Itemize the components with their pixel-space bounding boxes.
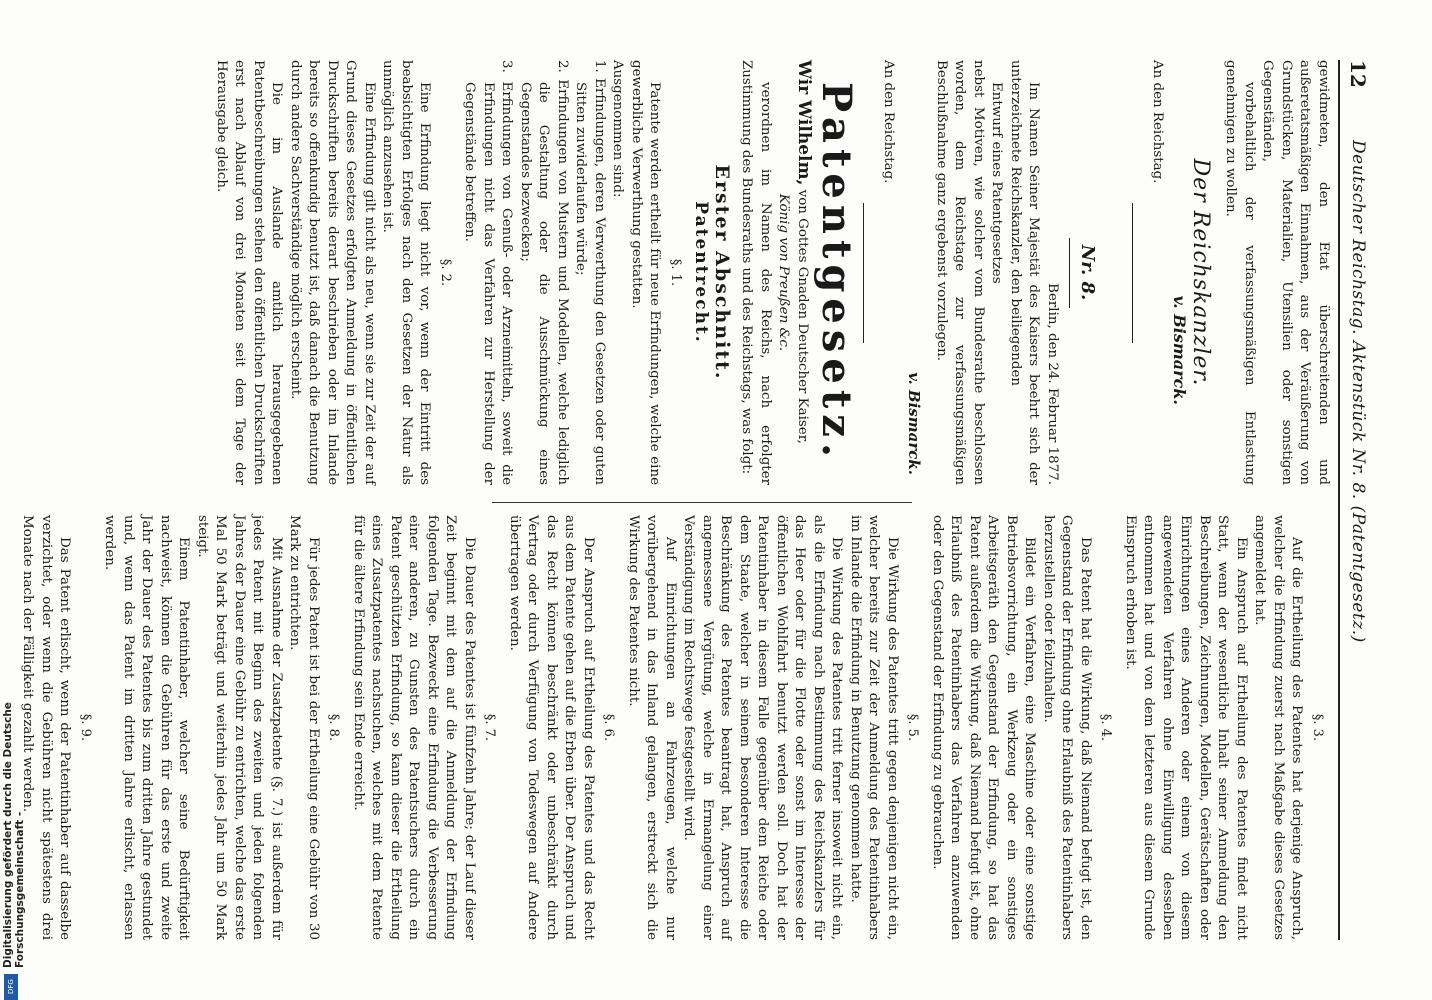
left-column <box>212 60 1333 485</box>
divider-rule <box>1069 238 1070 308</box>
paragraph: Entwurf eines Patentgesetzes <box>989 82 1005 284</box>
addressee: An den Reichstag. <box>1150 60 1165 184</box>
paragraph-number: §. 4. <box>1098 713 1114 742</box>
paragraph-number: §. 1. <box>668 258 683 287</box>
column-divider <box>492 502 912 503</box>
addressee: An den Reichstag. <box>881 60 896 184</box>
paragraph: Für jedes Patent ist bei der Ertheilung eine Gebühr von 30 Mark zu entrichten. <box>287 515 321 940</box>
document-number: Nr. 8. <box>1077 244 1099 301</box>
page-header <box>1338 60 1372 940</box>
section-heading: Erster Abschnitt. <box>711 164 733 381</box>
paragraph: Eine Erfindung gilt nicht als neu, wenn sie zur Zeit der auf Grund dieses Gesetzes erfolgten Anmeldung in öffentlichen Druckschriften bereits derart beschrieben oder im Inlande bereits so offenkundig benutzt ist, daß danach die Benutzung durch andere Sachverständige möglich erscheint. <box>288 60 377 485</box>
page-number: 12 <box>1346 60 1370 88</box>
credit-text: Digitalisierung gefördert durch die Deutsche Forschungsgemeinschaft - <box>2 702 26 968</box>
paragraph: Die Wirkung des Patentes tritt gegen denjenigen nicht ein, welcher bereits zur Zeit der Anmeldung des Patentinhabers im Inlande die Erfindung in Benutzung genommen hatte. <box>848 515 900 940</box>
right-column <box>18 515 1332 940</box>
signature-name: v. Bismarck. <box>1170 295 1190 405</box>
paragraph: verordnen im Namen des Reichs, nach erfolgter Zustimmung des Bundesraths und des Reichstags, was folgt: <box>739 60 773 485</box>
paragraph: Das Patent hat die Wirkung, daß Niemand befugt ist, den Gegenstand der Erfindung ohne Erlaubniß des Patentinhabers herzustellen oder feilzuhalten. <box>1041 515 1093 940</box>
paragraph: Der Anspruch auf Ertheilung des Patentes und das Recht aus dem Patente gehen auf die Erben über. Der Anspruch und das Recht können beschränkt oder unbeschränkt durch Vertrag oder durch Verfügung von Todeswegen auf Andere übertragen werden. <box>507 515 596 940</box>
paragraph: Bildet ein Verfahren, eine Maschine oder eine sonstige Betriebsvorrichtung, ein Werkzeug oder ein sonstiges Arbeitsgeräth den Gegenstand der Erfindung, so hat das Patent außerdem die Wirkung, daß Niemand befugt ist, ohne Erlaubniß des Patentinhabers das Verfahren anzuwenden oder den Gegenstand der Erfindung zu gebrauchen. <box>930 515 1038 940</box>
paragraph-number: §. 8. <box>326 713 342 742</box>
running-title: Deutscher Reichstag. Aktenstück Nr. 8. (Patentgesetz.) <box>1348 140 1368 643</box>
paragraph: Eine Erfindung liegt nicht vor, wenn der Eintritt des beabsichtigten Erfolges nach den Gesetzen der Natur als unmöglich anzusehen ist. <box>380 60 433 485</box>
list-item: 1. Erfindungen, deren Verwerthung den Gesetzen oder guten Sitten zuwiderlaufen würde; <box>573 60 607 485</box>
paragraph: gewidmeten, den Etat überschreitenden und außeretatsmäßigen Einnahmen, aus der Veräußerung von Grundstücken, Materialien, Utensilien oder sonstigen Gegenständen, <box>1260 60 1331 485</box>
king-title: König von Preußen &c. <box>776 193 792 352</box>
paragraph-number: §. 9. <box>78 713 93 742</box>
emperor-title: von Gottes Gnaden Deutscher Kaiser, <box>795 189 810 444</box>
signature-name: v. Bismarck. <box>905 372 924 475</box>
paragraph: Die Dauer des Patentes ist fünfzehn Jahre; der Lauf dieser Zeit beginnt mit dem auf die Anmeldung der Erfindung folgenden Tage. Bezweckt eine Erfindung die Verbesserung einer anderen, zu Gunsten des Patentsuchers durch ein Patent geschützten Erfindung, so kann dieser die Ertheilung eines Zusatzpatentes nachsuchen, welches mit dem Patente für die ältere Erfindung sein Ende erreicht. <box>351 515 477 940</box>
paragraph-number: §. 2. <box>438 258 453 287</box>
paragraph: Die im Auslande amtlich herausgegebenen Patentbeschreibungen stehen den öffentlichen Druckschriften erst nach Ablauf von drei Monaten seit dem Tage der Herausgabe gleich. <box>214 60 285 485</box>
paragraph: Die Wirkung des Patentes tritt ferner insoweit nicht ein, als die Erfindung nach Bestimmung des Reichskanzlers für das Heer oder für die Flotte oder sonst im Interesse der öffentlichen Wohlfahrt benutzt werden soll. Doch hat der Patentinhaber in diesem Falle gegenüber dem Reiche oder dem Staate, welcher in seinem besonderen Interesse die Beschränkung des Patentes beantragt hat, Anspruch auf angemessene Vergütung, welche in Ermangelung einer Verständigung im Rechtswege festgestellt wird. <box>681 515 845 940</box>
paragraph-number: §. 3. <box>1310 713 1325 742</box>
paragraph: Patente werden ertheilt für neue Erfindungen, welche eine gewerbliche Verwerthung gestatten. <box>629 60 663 485</box>
place-date: Berlin, den 24. Februar 1877. <box>1045 283 1060 485</box>
dfg-logo: DFG <box>4 974 18 1000</box>
divider-rule <box>864 203 865 343</box>
divider-rule <box>1133 203 1134 343</box>
paragraph: Einem Patentinhaber, welcher seine Bedürftigkeit nachweist, können die Gebühren für das erste und zweite Jahr der Dauer des Patentes bis zum dritten Jahre gestundet und, wenn das Patent im dritten Jahre erlischt, erlassen werden. <box>102 515 192 940</box>
emperor-name: Wir Wilhelm, <box>794 60 814 186</box>
preamble-line <box>793 60 814 485</box>
law-title: Patentgesetz. <box>813 82 861 463</box>
digitization-credit <box>0 600 24 1000</box>
section-subheading: Patentrecht. <box>691 201 712 344</box>
list-item: 2. Erfindungen von Mustern und Modellen, welche lediglich die Gestaltung oder die Ausschmückung eines Gegenstandes bezwecken; <box>518 60 570 485</box>
paragraph-number: §. 7. <box>482 713 498 742</box>
paragraph: Auf die Ertheilung des Patentes hat derjenige Anspruch, welcher die Erfindung zuerst nach Maßgabe dieses Gesetzes angemeldet hat. <box>1252 515 1305 940</box>
paragraph: Im Namen Seiner Majestät des Kaisers beehrt sich der unterzeichnete Reichskanzler, den beiliegenden <box>1008 60 1042 485</box>
paragraph: Ein Anspruch auf Ertheilung des Patentes findet nicht Statt, wenn der wesentliche Inhalt seiner Anmeldung den Beschreibungen, Zeichnungen, Modellen, Gerätschaften oder Einrichtungen eines Anderen oder einem von diesem angewendeten Verfahren ohne Einwilligung desselben entnommen hat und von dem letzteren aus diesem Grunde Einspruch erhoben ist. <box>1123 515 1249 940</box>
signature-title: Der Reichskanzler. <box>1188 158 1213 387</box>
paragraph-number: §. 6. <box>601 713 617 742</box>
list-item: 3. Erfindungen von Genuß- oder Arzneimitteln, soweit die Erfindungen nicht das Verfahren zur Herstellung der Gegenstände betreffen. <box>462 60 515 485</box>
paragraph: Ausgenommen sind: <box>610 60 626 198</box>
paragraph: Mit Ausnahme der Zusatzpatente (§. 7.) ist außerdem für jedes Patent mit Beginn des zweiten und jeden folgenden Jahres der Dauer eine Gebühr zu entrichten, welche das erste Mal 50 Mark beträgt und weiterhin jedes Jahr um 50 Mark steigt. <box>195 515 284 940</box>
paragraph-number: §. 5. <box>905 713 921 742</box>
paragraph: Das Patent erlischt, wenn der Patentinhaber auf dasselbe verzichtet, oder wenn die Gebühren nicht spätestens drei Monate nach der Fälligkeit gezahlt werden. <box>20 515 73 940</box>
paragraph: nebst Motiven, wie solcher vom Bundesrathe beschlossen worden, dem Reichstage zur verfassungsmäßigen Beschlußnahme ganz ergebenst vorzulegen. <box>934 60 986 485</box>
paragraph: Auf Einrichtungen an Fahrzeugen, welche nur vorübergehend in das Inland gelangen, erstreckt sich die Wirkung des Patentes nicht. <box>626 515 678 940</box>
paragraph: vorbehaltlich der verfassungsmäßigen Entlastung genehmigen zu wollen. <box>1223 60 1257 485</box>
